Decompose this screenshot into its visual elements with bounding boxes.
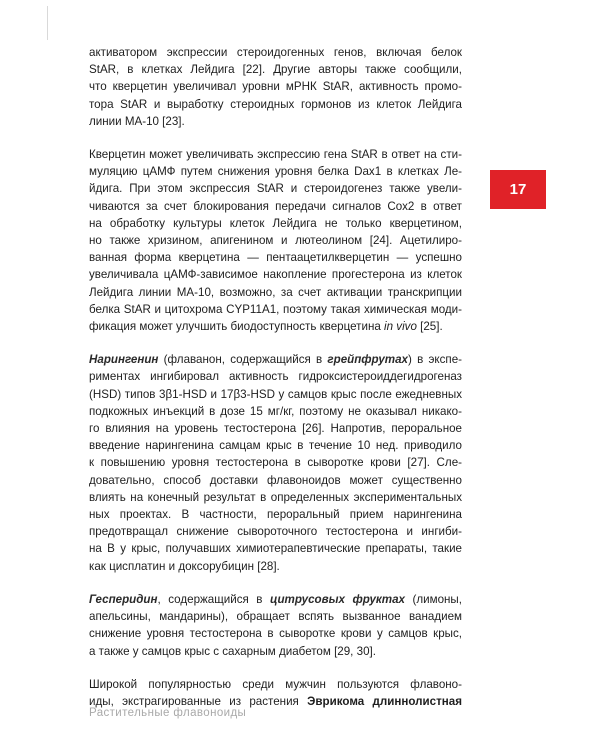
text-line: а также у самцов крыс с сахарным диабетом [29, 30]. [89, 644, 376, 658]
running-footer: Растительные флавоноиды [89, 707, 247, 719]
text-line: Широкой популярностью среди мужчин пользуются флавоно- [89, 677, 462, 691]
paragraph-1 [89, 44, 462, 130]
text-line: активатором экспрессии стероидогенных генов, включая белок [89, 46, 462, 59]
text-line: к повышению уровня тестостерона в сыворотке крови [27]. Сле- [89, 456, 462, 470]
text-line: линии МА-10 [23]. [89, 114, 185, 128]
italic-term: in vivo [384, 320, 417, 334]
text-line: муляцию цАМФ путем снижения уровня белка Dax1 в клетках Ле- [89, 165, 462, 179]
text-line: как цисплатин и доксорубицин [28]. [89, 559, 280, 573]
text-line: довательно, способ доставки флавоноидов может существенно [89, 473, 462, 487]
text-segment: (флаванон, содержащийся в [158, 353, 328, 367]
text-segment: (лимоны, [405, 592, 462, 606]
text-line: тора StAR и выработку стероидных гормонов из клеток Лейдига [89, 97, 462, 111]
citation: [25]. [416, 320, 443, 334]
keyword-naringenin: Нарингенин [89, 353, 159, 367]
keyword-grapefruit: грейпфрутах [327, 353, 408, 367]
text-line: белка StAR и цитохрома CYP11A1, поэтому такая химическая моди- [89, 302, 462, 316]
text-line: риментах ингибировал активность гидроксистероиддегидрогеназ [89, 370, 462, 384]
text-segment: фикация может улучшить биодоступность кверцетина [89, 320, 385, 334]
text-line: снижение уровня тестостерона в сыворотке крови у самцов крыс, [89, 627, 462, 641]
text-line: но также хризином, апигенином и лютеолином [24]. Ацетилиро- [89, 234, 462, 248]
page-number-tab [490, 170, 546, 209]
text-line-last [89, 318, 462, 335]
margin-rule [47, 6, 48, 40]
text-segment: ) в экспе- [408, 353, 463, 367]
page-number: 17 [509, 181, 527, 198]
text-line: (HSD) типов 3β1-HSD и 17β3-HSD у самцов крыс после ежедневных [89, 387, 462, 401]
paragraph-2 [89, 146, 462, 335]
text-line: апельсины, мандарины), обращает вспять вызванное ванадием [89, 610, 462, 624]
text-line: на обработку культуры клеток Лейдига не только кверцетином, [89, 216, 462, 230]
text-line: StAR, в клетках Лейдига [22]. Другие авторы также сообщили, [89, 63, 462, 77]
paragraph-hesperidin [89, 591, 462, 660]
body-text [89, 44, 462, 726]
text-line: ванная форма кверцетина — пентаацетилкверцетин — успешно [89, 251, 462, 265]
text-line: ных проектах. В частности, пероральный прием нарингенина [89, 508, 462, 522]
text-line: Кверцетин может увеличивать экспрессию гена StAR в ответ на сти- [89, 148, 462, 162]
text-line: Лейдига линии МА-10, возможно, за счет активации транскрипции [89, 285, 462, 299]
text-line: увеличивала цАМФ-зависимое накопление прогестерона из клеток [89, 268, 462, 282]
text-line: влиять на конечный результат в определенных экспериментальных [89, 490, 462, 504]
text-segment: иды, экстрагированные из растения [89, 694, 308, 708]
text-line: подкожных инъекций в дозе 15 мг/кг, поэтому не оказывал никако- [89, 404, 462, 418]
paragraph-eurycoma [89, 676, 462, 710]
text-line: чиваются за счет блокирования передачи сигналов Сох2 в ответ [89, 199, 462, 213]
keyword-eurycoma: Эврикома длиннолистная [307, 694, 462, 708]
paragraph-naringenin [89, 351, 462, 575]
keyword-citrus: цитрусовых фруктах [269, 592, 406, 606]
text-line-first [89, 591, 462, 608]
text-line-first [89, 351, 462, 368]
text-line: предотвращал снижение сывороточного тестостерона и ингиби- [89, 525, 462, 539]
text-line: что кверцетин увеличивал уровни мРНК StAR, активность промо- [89, 80, 462, 94]
text-line: йдига. При этом экспрессия StAR и стероидогенез также увели- [89, 182, 462, 196]
text-line: введение нарингенина самцам крыс в течение 10 нед. приводило [89, 439, 462, 453]
text-line: на В у крыс, получавших химиотерапевтические препараты, такие [89, 542, 462, 556]
text-line: го влияния на уровень тестостерона [26]. Напротив, пероральное [89, 422, 462, 436]
keyword-hesperidin: Гесперидин [89, 592, 158, 606]
text-segment: , содержащийся в [157, 592, 270, 606]
